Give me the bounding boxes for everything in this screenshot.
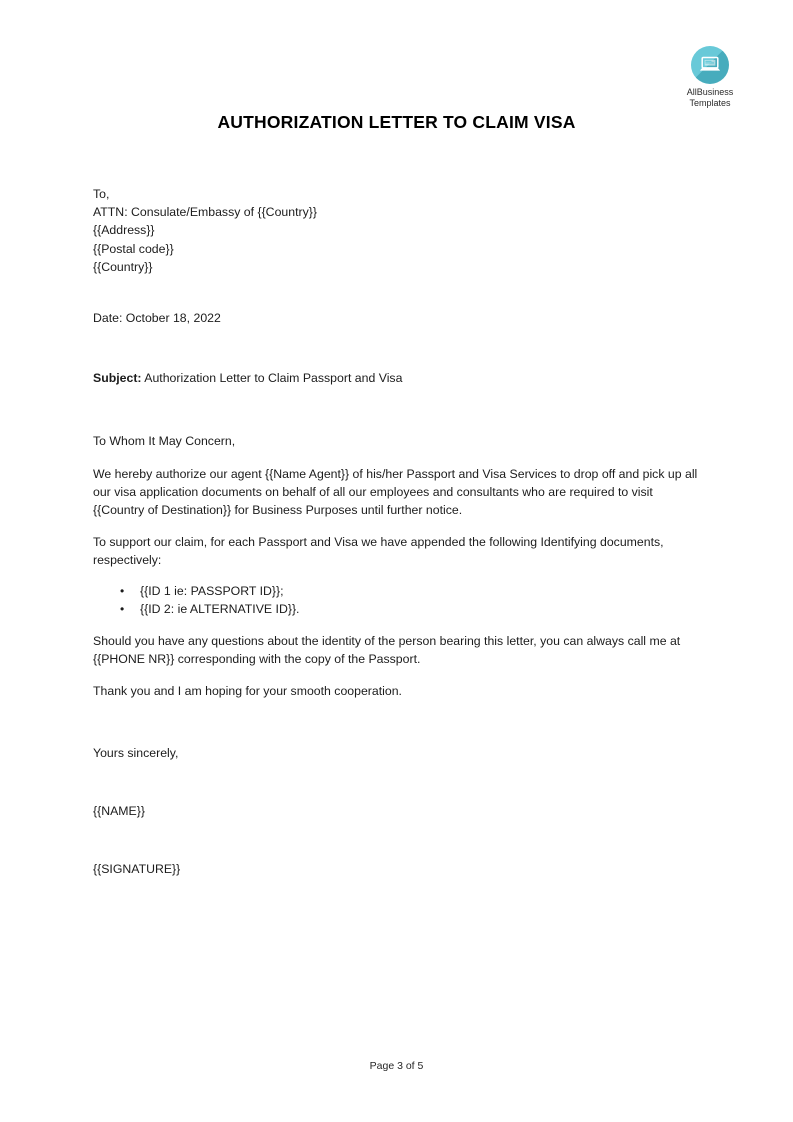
subject-line bbox=[93, 369, 699, 387]
closing-line: Yours sincerely, bbox=[93, 745, 179, 760]
logo-text-line2: Templates bbox=[689, 97, 731, 108]
body-paragraph-2: To support our claim, for each Passport and Visa we have appended the following Identifying documents, respectively: bbox=[93, 535, 664, 568]
recipient-line-country: {{Country}} bbox=[93, 259, 153, 274]
salutation: To Whom It May Concern, bbox=[93, 434, 236, 449]
recipient-line-postal-code: {{Postal code}} bbox=[93, 241, 174, 256]
page-title: AUTHORIZATION LETTER TO CLAIM VISA bbox=[217, 112, 576, 132]
identifying-documents-list bbox=[93, 582, 699, 618]
signature-placeholder: {{SIGNATURE}} bbox=[93, 862, 181, 877]
recipient-block bbox=[93, 185, 699, 276]
letter-body bbox=[93, 185, 699, 878]
subject-label: Subject: bbox=[93, 371, 142, 386]
body-paragraph-3: Should you have any questions about the identity of the person bearing this letter, you can always call me at {{PHONE NR}} corresponding with the copy of the Passport. bbox=[93, 634, 681, 667]
date-line: Date: October 18, 2022 bbox=[93, 311, 221, 326]
logo-circle bbox=[691, 46, 729, 84]
laptop-icon bbox=[699, 56, 721, 74]
page-footer: Page 3 of 5 bbox=[369, 1060, 424, 1072]
brand-logo bbox=[667, 46, 753, 108]
list-item: • {{ID 2: ie ALTERNATIVE ID}}. bbox=[140, 600, 699, 618]
recipient-line-to: To, bbox=[93, 187, 110, 201]
logo-text-line1: AllBusiness bbox=[686, 87, 734, 97]
recipient-line-attn: ATTN: Consulate/Embassy of {{Country}} bbox=[93, 205, 317, 220]
subject-value: Authorization Letter to Claim Passport and Visa bbox=[144, 371, 403, 386]
recipient-line-address: {{Address}} bbox=[93, 223, 155, 238]
body-paragraph-4: Thank you and I am hoping for your smooth cooperation. bbox=[93, 684, 402, 699]
body-paragraph-1: We hereby authorize our agent {{Name Agent}} of his/her Passport and Visa Services to drop off and pick up all our visa application documents on behalf of all our employees and consultants who are required to visit {{Country of Destination}} for Business Purposes until further notice. bbox=[93, 466, 698, 518]
signer-name-placeholder: {{NAME}} bbox=[93, 803, 145, 818]
list-item: • {{ID 1 ie: PASSPORT ID}}; bbox=[140, 582, 699, 600]
